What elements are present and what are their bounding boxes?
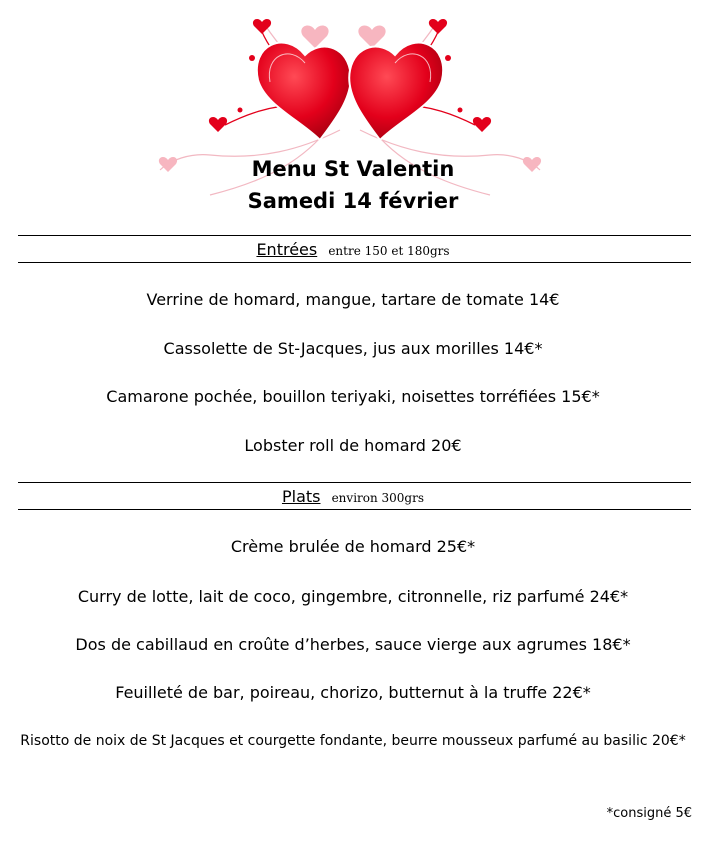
footnote: *consigné 5€ [606,806,692,821]
section-note: entre 150 et 180grs [328,244,450,258]
menu-title: Menu St Valentin [251,157,455,181]
section-name: Plats [281,487,321,506]
menu-item: Feuilleté de bar, poireau, chorizo, butternut à la truffe 22€* [115,683,591,702]
menu-item: Crème brulée de homard 25€* [230,537,476,556]
section-name: Entrées [256,240,318,259]
divider [18,235,691,236]
menu-date: Samedi 14 février [247,189,459,213]
divider [18,262,691,263]
section-header-entrees [0,240,706,259]
divider [18,509,691,510]
section-header-plats [0,487,706,506]
menu-item: Cassolette de St-Jacques, jus aux morilles 14€* [163,339,543,358]
menu-item: Lobster roll de homard 20€ [244,436,462,455]
menu-item: Verrine de homard, mangue, tartare de tomate 14€ [146,290,560,309]
section-note: environ 300grs [331,491,425,505]
menu-item: Curry de lotte, lait de coco, gingembre, citronnelle, riz parfumé 24€* [77,587,629,606]
divider [18,482,691,483]
menu-item: Camarone pochée, bouillon teriyaki, noisettes torréfiées 15€* [106,387,600,406]
menu-item: Risotto de noix de St Jacques et courgette fondante, beurre mousseux parfumé au basilic 20€* [20,733,686,749]
menu-item: Dos de cabillaud en croûte d’herbes, sauce vierge aux agrumes 18€* [75,635,631,654]
